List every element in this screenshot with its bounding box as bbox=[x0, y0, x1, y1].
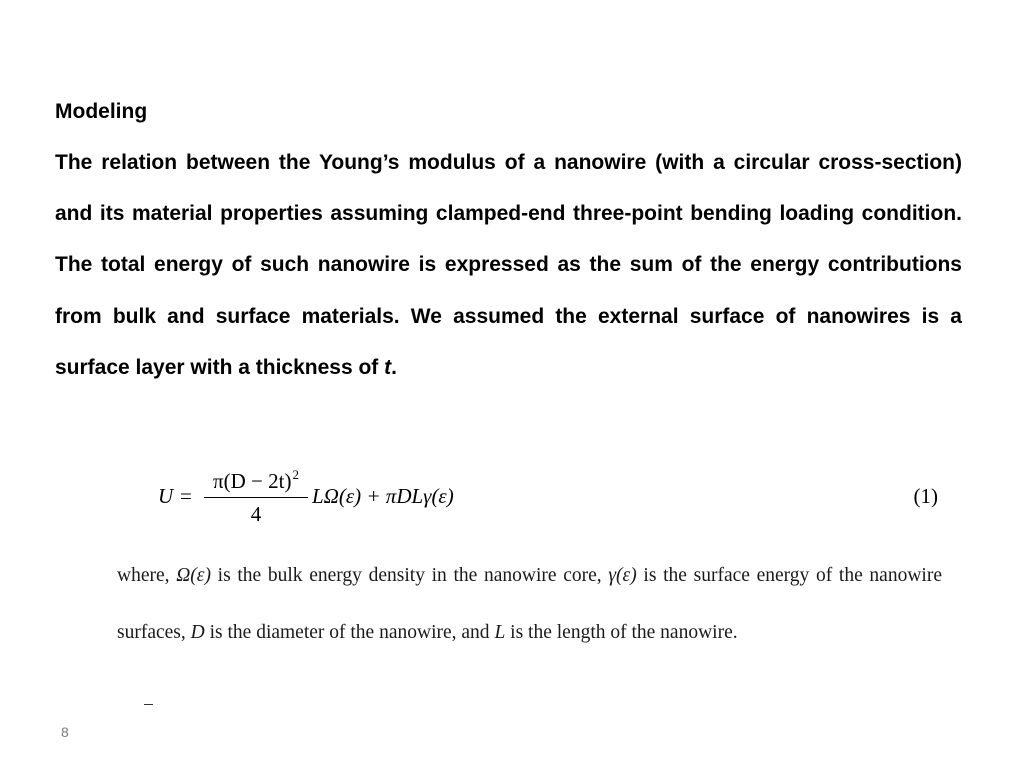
page-number: 8 bbox=[61, 724, 69, 740]
energy-equation bbox=[158, 462, 948, 532]
equation-rest: LΩ(ε) + πDLγ(ε) bbox=[312, 484, 454, 508]
paragraph-end: . bbox=[391, 355, 397, 379]
equation-numerator: $\pi(D - 2t)^2$ bbox=[213, 467, 299, 493]
small-dash bbox=[144, 704, 153, 705]
paragraph-text: The relation between the Young’s modulus of a nanowire (with a circular cross-section) and its material properties assuming clamped-end three-point bending loading condition. The total energy of such nanowire is expressed as the sum of the energy contributions from bulk and surface materials. We assumed the external surface of nanowires is a surface layer with a thickness of bbox=[55, 151, 962, 379]
equation-lhs: U bbox=[158, 484, 174, 508]
equation-number: (1) bbox=[913, 484, 938, 508]
equation-explanation: where, Ω(ε) is the bulk energy density in the nanowire core, γ(ε) is the surface energy of the nanowire surfaces, D is the diameter of the nanowire, and L is the length of the nanowire. bbox=[117, 565, 942, 643]
equation-equals: = bbox=[180, 484, 192, 508]
fraction-bar bbox=[204, 497, 308, 498]
equation-denominator: 4 bbox=[250, 502, 262, 526]
thickness-variable: t bbox=[384, 355, 392, 379]
gamma-symbol: γ(ε) bbox=[608, 565, 637, 586]
body-paragraph bbox=[55, 137, 962, 393]
length-symbol: L bbox=[494, 621, 506, 643]
omega-symbol: Ω(ε) bbox=[176, 565, 211, 586]
diameter-symbol: D bbox=[190, 621, 205, 643]
equation-exponent: 2 bbox=[292, 467, 299, 482]
slide-heading: Modeling bbox=[55, 100, 148, 123]
equation-fraction bbox=[204, 462, 308, 527]
